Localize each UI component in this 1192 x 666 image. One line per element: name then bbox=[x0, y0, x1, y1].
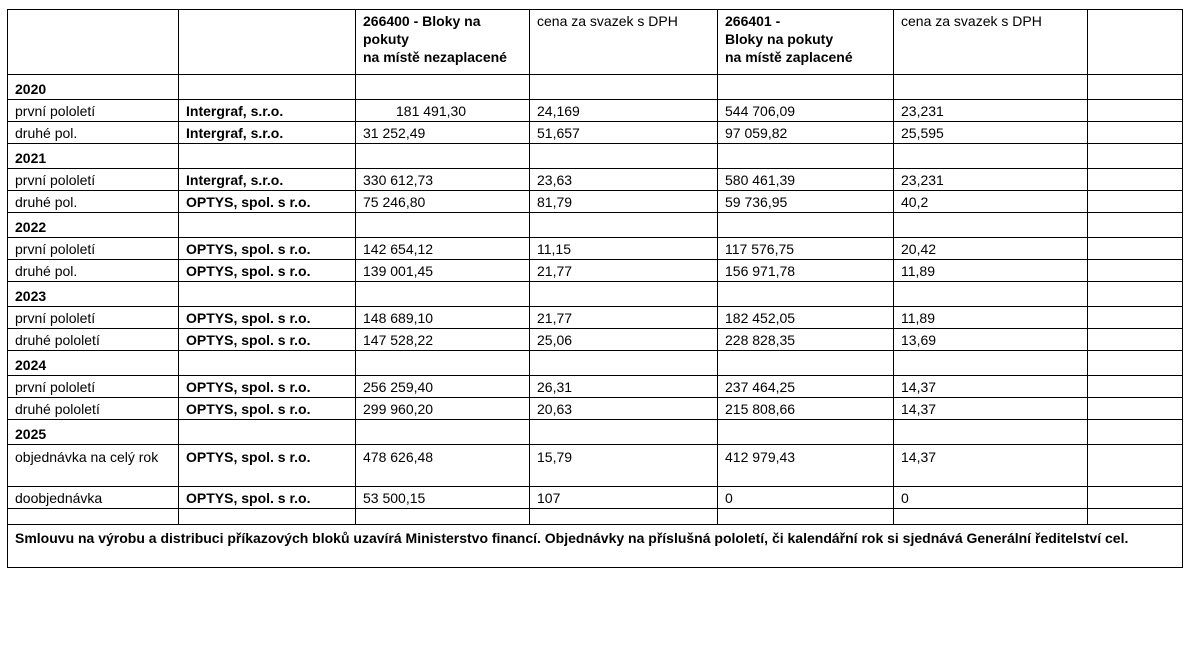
price-paid-cell: 11,89 bbox=[894, 307, 1088, 329]
price-paid-cell: 23,231 bbox=[894, 100, 1088, 122]
supplier-cell: OPTYS, spol. s r.o. bbox=[179, 376, 356, 398]
empty-cell bbox=[1088, 445, 1183, 487]
empty-cell bbox=[1088, 260, 1183, 282]
year-row bbox=[8, 75, 1183, 100]
header-price-unpaid: cena za svazek s DPH bbox=[530, 10, 718, 75]
amount-unpaid-cell: 256 259,40 bbox=[356, 376, 530, 398]
empty-cell bbox=[179, 282, 356, 307]
table-row bbox=[8, 445, 1183, 487]
amount-paid-cell: 580 461,39 bbox=[718, 169, 894, 191]
amount-unpaid-cell: 31 252,49 bbox=[356, 122, 530, 144]
table-row bbox=[8, 260, 1183, 282]
empty-cell bbox=[179, 420, 356, 445]
empty-cell bbox=[1088, 75, 1183, 100]
amount-paid-cell: 215 808,66 bbox=[718, 398, 894, 420]
supplier-cell: OPTYS, spol. s r.o. bbox=[179, 329, 356, 351]
empty-cell bbox=[1088, 351, 1183, 376]
empty-cell bbox=[894, 282, 1088, 307]
empty-cell bbox=[356, 75, 530, 100]
price-unpaid-cell: 51,657 bbox=[530, 122, 718, 144]
price-paid-cell: 14,37 bbox=[894, 398, 1088, 420]
empty-cell bbox=[179, 75, 356, 100]
empty-cell bbox=[1088, 238, 1183, 260]
note-row bbox=[8, 525, 1183, 568]
empty-cell bbox=[1088, 307, 1183, 329]
period-cell: druhé pololetí bbox=[8, 329, 179, 351]
empty-cell bbox=[894, 144, 1088, 169]
price-paid-cell: 14,37 bbox=[894, 445, 1088, 487]
empty-cell bbox=[1088, 329, 1183, 351]
price-unpaid-cell: 81,79 bbox=[530, 191, 718, 213]
header-product-unpaid: 266400 - Bloky na pokuty na místě nezaplacené bbox=[356, 10, 530, 75]
empty-cell bbox=[356, 213, 530, 238]
amount-paid-cell: 0 bbox=[718, 487, 894, 509]
supplier-cell: OPTYS, spol. s r.o. bbox=[179, 487, 356, 509]
empty-cell bbox=[356, 282, 530, 307]
empty-cell bbox=[1088, 509, 1183, 525]
empty-cell bbox=[718, 509, 894, 525]
supplier-cell: Intergraf, s.r.o. bbox=[179, 122, 356, 144]
amount-unpaid-cell: 148 689,10 bbox=[356, 307, 530, 329]
amount-unpaid-cell: 53 500,15 bbox=[356, 487, 530, 509]
empty-cell bbox=[1088, 282, 1183, 307]
table-row bbox=[8, 169, 1183, 191]
header-cell-supplier bbox=[179, 10, 356, 75]
supplier-cell: OPTYS, spol. s r.o. bbox=[179, 191, 356, 213]
table-row bbox=[8, 307, 1183, 329]
empty-cell bbox=[894, 420, 1088, 445]
header-price-paid: cena za svazek s DPH bbox=[894, 10, 1088, 75]
price-paid-cell: 25,595 bbox=[894, 122, 1088, 144]
table-row bbox=[8, 100, 1183, 122]
price-unpaid-cell: 24,169 bbox=[530, 100, 718, 122]
empty-cell bbox=[718, 144, 894, 169]
empty-cell bbox=[894, 213, 1088, 238]
empty-cell bbox=[530, 213, 718, 238]
period-cell: druhé pol. bbox=[8, 260, 179, 282]
empty-cell bbox=[179, 213, 356, 238]
price-unpaid-cell: 26,31 bbox=[530, 376, 718, 398]
period-cell: první pololetí bbox=[8, 376, 179, 398]
price-paid-cell: 13,69 bbox=[894, 329, 1088, 351]
empty-cell bbox=[179, 509, 356, 525]
empty-cell bbox=[718, 75, 894, 100]
price-paid-cell: 23,231 bbox=[894, 169, 1088, 191]
year-row bbox=[8, 213, 1183, 238]
price-paid-cell: 20,42 bbox=[894, 238, 1088, 260]
empty-cell bbox=[1088, 100, 1183, 122]
note-text: Smlouvu na výrobu a distribuci příkazových bloků uzavírá Ministerstvo financí. Objednávky na příslušná pololetí, či kalendářní rok si sjednává Generální ředitelství cel. bbox=[8, 525, 1183, 568]
amount-unpaid-cell: 75 246,80 bbox=[356, 191, 530, 213]
supplier-cell: OPTYS, spol. s r.o. bbox=[179, 238, 356, 260]
header-product-paid: 266401 - Bloky na pokuty na místě zaplacené bbox=[718, 10, 894, 75]
empty-cell bbox=[1088, 398, 1183, 420]
amount-paid-cell: 117 576,75 bbox=[718, 238, 894, 260]
orders-table bbox=[7, 9, 1183, 568]
year-label: 2025 bbox=[8, 420, 179, 445]
table-row bbox=[8, 122, 1183, 144]
empty-cell bbox=[356, 509, 530, 525]
table-row bbox=[8, 191, 1183, 213]
amount-unpaid-cell: 142 654,12 bbox=[356, 238, 530, 260]
empty-cell bbox=[718, 351, 894, 376]
empty-cell bbox=[356, 351, 530, 376]
price-unpaid-cell: 11,15 bbox=[530, 238, 718, 260]
empty-cell bbox=[1088, 213, 1183, 238]
empty-cell bbox=[1088, 420, 1183, 445]
year-label: 2021 bbox=[8, 144, 179, 169]
period-cell: první pololetí bbox=[8, 238, 179, 260]
year-row bbox=[8, 420, 1183, 445]
empty-cell bbox=[530, 282, 718, 307]
empty-cell bbox=[894, 509, 1088, 525]
supplier-cell: Intergraf, s.r.o. bbox=[179, 100, 356, 122]
price-unpaid-cell: 25,06 bbox=[530, 329, 718, 351]
amount-paid-cell: 59 736,95 bbox=[718, 191, 894, 213]
price-unpaid-cell: 107 bbox=[530, 487, 718, 509]
price-unpaid-cell: 21,77 bbox=[530, 307, 718, 329]
empty-cell bbox=[1088, 122, 1183, 144]
price-paid-cell: 40,2 bbox=[894, 191, 1088, 213]
period-cell: první pololetí bbox=[8, 100, 179, 122]
period-cell: objednávka na celý rok bbox=[8, 445, 179, 487]
empty-cell bbox=[1088, 191, 1183, 213]
empty-cell bbox=[718, 213, 894, 238]
price-unpaid-cell: 20,63 bbox=[530, 398, 718, 420]
table-row bbox=[8, 487, 1183, 509]
amount-paid-cell: 237 464,25 bbox=[718, 376, 894, 398]
empty-cell bbox=[530, 351, 718, 376]
empty-cell bbox=[1088, 169, 1183, 191]
blank-row bbox=[8, 509, 1183, 525]
year-row bbox=[8, 282, 1183, 307]
price-paid-cell: 14,37 bbox=[894, 376, 1088, 398]
amount-unpaid-cell: 181 491,30 bbox=[356, 100, 530, 122]
amount-unpaid-cell: 147 528,22 bbox=[356, 329, 530, 351]
price-unpaid-cell: 23,63 bbox=[530, 169, 718, 191]
supplier-cell: OPTYS, spol. s r.o. bbox=[179, 260, 356, 282]
period-cell: první pololetí bbox=[8, 307, 179, 329]
period-cell: druhé pololetí bbox=[8, 398, 179, 420]
empty-cell bbox=[1088, 487, 1183, 509]
empty-cell bbox=[530, 75, 718, 100]
table-row bbox=[8, 329, 1183, 351]
period-cell: druhé pol. bbox=[8, 191, 179, 213]
price-unpaid-cell: 21,77 bbox=[530, 260, 718, 282]
header-cell-extra bbox=[1088, 10, 1183, 75]
empty-cell bbox=[718, 282, 894, 307]
price-paid-cell: 0 bbox=[894, 487, 1088, 509]
supplier-cell: OPTYS, spol. s r.o. bbox=[179, 398, 356, 420]
amount-unpaid-cell: 330 612,73 bbox=[356, 169, 530, 191]
empty-cell bbox=[356, 420, 530, 445]
period-cell: první pololetí bbox=[8, 169, 179, 191]
header-cell-period bbox=[8, 10, 179, 75]
header-row bbox=[8, 10, 1183, 75]
amount-unpaid-cell: 299 960,20 bbox=[356, 398, 530, 420]
price-unpaid-cell: 15,79 bbox=[530, 445, 718, 487]
empty-cell bbox=[718, 420, 894, 445]
empty-cell bbox=[530, 420, 718, 445]
empty-cell bbox=[530, 509, 718, 525]
supplier-cell: OPTYS, spol. s r.o. bbox=[179, 445, 356, 487]
empty-cell bbox=[179, 351, 356, 376]
empty-cell bbox=[356, 144, 530, 169]
amount-paid-cell: 228 828,35 bbox=[718, 329, 894, 351]
amount-unpaid-cell: 478 626,48 bbox=[356, 445, 530, 487]
empty-cell bbox=[530, 144, 718, 169]
empty-cell bbox=[894, 351, 1088, 376]
period-cell: doobjednávka bbox=[8, 487, 179, 509]
amount-paid-cell: 156 971,78 bbox=[718, 260, 894, 282]
empty-cell bbox=[179, 144, 356, 169]
table-row bbox=[8, 238, 1183, 260]
amount-paid-cell: 97 059,82 bbox=[718, 122, 894, 144]
empty-cell bbox=[8, 509, 179, 525]
supplier-cell: Intergraf, s.r.o. bbox=[179, 169, 356, 191]
period-cell: druhé pol. bbox=[8, 122, 179, 144]
year-row bbox=[8, 144, 1183, 169]
table-row bbox=[8, 398, 1183, 420]
year-label: 2020 bbox=[8, 75, 179, 100]
amount-paid-cell: 182 452,05 bbox=[718, 307, 894, 329]
year-label: 2023 bbox=[8, 282, 179, 307]
empty-cell bbox=[1088, 144, 1183, 169]
amount-unpaid-cell: 139 001,45 bbox=[356, 260, 530, 282]
amount-paid-cell: 544 706,09 bbox=[718, 100, 894, 122]
year-row bbox=[8, 351, 1183, 376]
year-label: 2022 bbox=[8, 213, 179, 238]
empty-cell bbox=[1088, 376, 1183, 398]
price-paid-cell: 11,89 bbox=[894, 260, 1088, 282]
table-row bbox=[8, 376, 1183, 398]
supplier-cell: OPTYS, spol. s r.o. bbox=[179, 307, 356, 329]
year-label: 2024 bbox=[8, 351, 179, 376]
empty-cell bbox=[894, 75, 1088, 100]
amount-paid-cell: 412 979,43 bbox=[718, 445, 894, 487]
